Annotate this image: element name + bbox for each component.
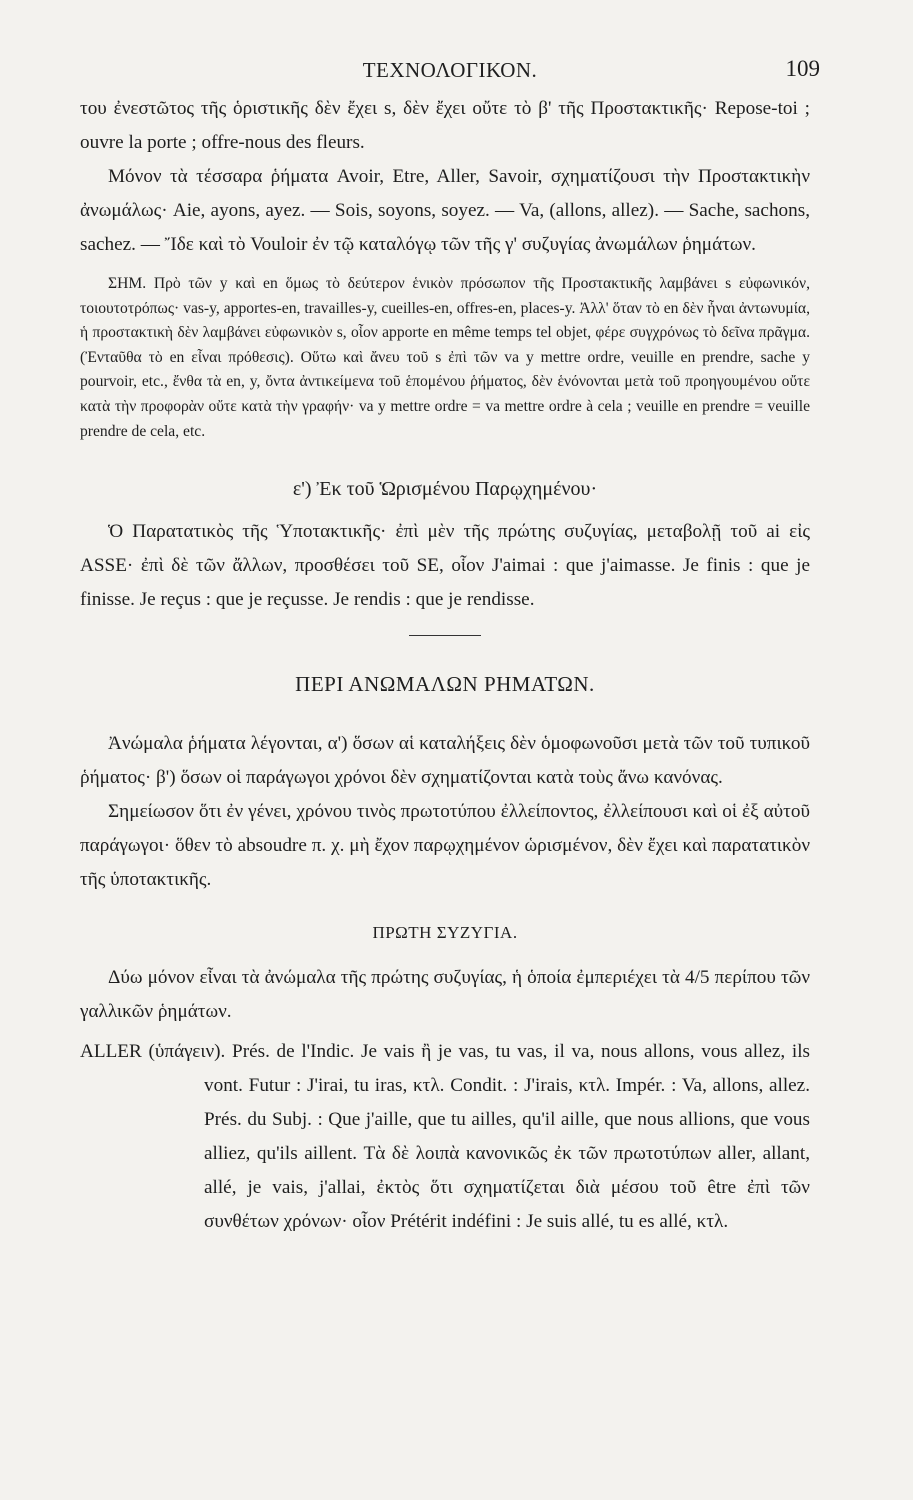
page-number: 109	[785, 56, 820, 81]
running-title: ΤΕΧΝΟΛΟΓΙΚΟΝ.	[362, 58, 538, 82]
paragraph-imperative-continuation: του ἐνεστῶτος τῆς ὁριστικῆς δὲν ἔχει s, δὲν ἔχει οὔτε τὸ β' τῆς Προστακτικῆς· Repose-toi ; ouvre la porte ; offre-nous des fleurs.	[80, 98, 810, 153]
entry-aller: ALLER (ὑπάγειν). Prés. de l'Indic. Je vais ἢ je vas, tu vas, il va, nous allons, vous allez, ils vont. Futur : J'irai, tu iras, κτλ. Condit. : J'irais, κτλ. Impér. : Va, allons, allez. Prés. du Subj. : Que j'aille, que tu ailles, qu'il aille, que nous allions, que vous alliez, qu'ils aillent. Τὰ δὲ λοιπὰ κανονικῶς ἐκ τῶν πρωτοτύπων aller, allant, allé, je vais, j'allai, ἐκτὸς ὅτι σχηματίζεται διὰ μέσου τοῦ être ἐπὶ τῶν συνθέτων χρόνων· οἷον Prétérit indéfini : Je suis allé, tu es allé, κτλ.	[80, 1041, 810, 1233]
chapter-heading-irregular-verbs: ΠΕΡΙ ΑΝΩΜΑΛΩΝ ΡΗΜΑΤΩΝ.	[295, 672, 595, 697]
page-header	[80, 52, 820, 86]
paragraph-first-conjugation-intro: Δύω μόνον εἶναι τὰ ἀνώμαλα τῆς πρώτης συζυγίας, ἡ ὁποία ἐμπεριέχει τὰ 4/5 περίπου τῶν γαλλικῶν ῥημάτων.	[80, 967, 810, 1023]
paragraph-irregular-definition: Ἀνώμαλα ῥήματα λέγονται, α') ὅσων αἱ καταλήξεις δὲν ὁμοφωνοῦσι μετὰ τῶν τοῦ τυπικοῦ ῥήματος· β') ὅσων οἱ παράγωγοι χρόνοι δὲν σχηματίζονται κατὰ τοὺς ἄνω κανόνας.	[80, 733, 810, 789]
section-divider	[409, 635, 481, 636]
paragraph-missing-tenses: Σημείωσον ὅτι ἐν γένει, χρόνου τινὸς πρωτοτύπου ἐλλείποντος, ἐλλείπουσι καὶ οἱ ἐξ αὐτοῦ παράγωγοι· ὅθεν τὸ absoudre π. χ. μὴ ἔχον παρῳχημένον ὡρισμένον, δὲν ἔχει καὶ παρατατικὸν τῆς ὑποτακτικῆς.	[80, 801, 810, 891]
section-title-definite-past: ε') Ἐκ τοῦ Ὡρισμένου Παρῳχημένου·	[292, 478, 598, 501]
footnote-remark: ΣΗΜ. Πρὸ τῶν y καὶ en ὅμως τὸ δεύτερον ἑνικὸν πρόσωπον τῆς Προστακτικῆς λαμβάνει s εὐφωνικόν, τοιουτοτρόπως· vas-y, apportes-en, travailles-y, cueilles-en, offres-en, places-y. Ἀλλ' ὅταν τὸ en δὲν ἦναι ἀντωνυμία, ἡ προστακτικὴ δὲν λαμβάνει εὐφωνικὸν s, οἷον apporte en même temps tel objet, φέρε συγχρόνως τὸ δεῖνα πρᾶγμα. (Ἐνταῦθα τὸ en εἶναι πρόθεσις). Οὕτω καὶ ἄνευ τοῦ s ἐπὶ τῶν va y mettre ordre, veuille en prendre, sache y pourvoir, etc., ἔνθα τὰ en, y, ὄντα ἀντικείμενα τοῦ ἑπομένου ῥήματος, δὲν ἑνόνονται μετὰ τοῦ προηγουμένου οὔτε κατὰ τὴν προφορὰν οὔτε κατὰ τὴν γραφήν· va y mettre ordre = va mettre ordre à cela ; veuille en prendre = veuille prendre de cela, etc.	[80, 275, 811, 440]
sub-heading-first-conjugation: ΠΡΩΤΗ ΣΥΖΥΓΙΑ.	[372, 923, 518, 943]
paragraph-irregular-imperatives: Μόνον τὰ τέσσαρα ῥήματα Avoir, Etre, Aller, Savoir, σχηματίζουσι τὴν Προστακτικὴν ἀνωμάλως· Aie, ayons, ayez. — Sois, soyons, soyez. — Va, (allons, allez). — Sache, sachons, sachez. — Ἴδε καὶ τὸ Vouloir ἐν τῷ καταλόγῳ τῶν τῆς γ' συζυγίας ἀνωμάλων ῥημάτων.	[80, 166, 810, 255]
page-body	[80, 92, 810, 1239]
paragraph-imperfect-subjunctive: Ὁ Παρατατικὸς τῆς Ὑποτακτικῆς· ἐπὶ μὲν τῆς πρώτης συζυγίας, μεταβολῇ τοῦ ai εἰς ASSE· ἐπὶ δὲ τῶν ἄλλων, προσθέσει τοῦ SE, οἷον J'aimai : que j'aimasse. Je finis : que je finisse. Je reçus : que je reçusse. Je rendis : que je rendisse.	[80, 521, 810, 611]
